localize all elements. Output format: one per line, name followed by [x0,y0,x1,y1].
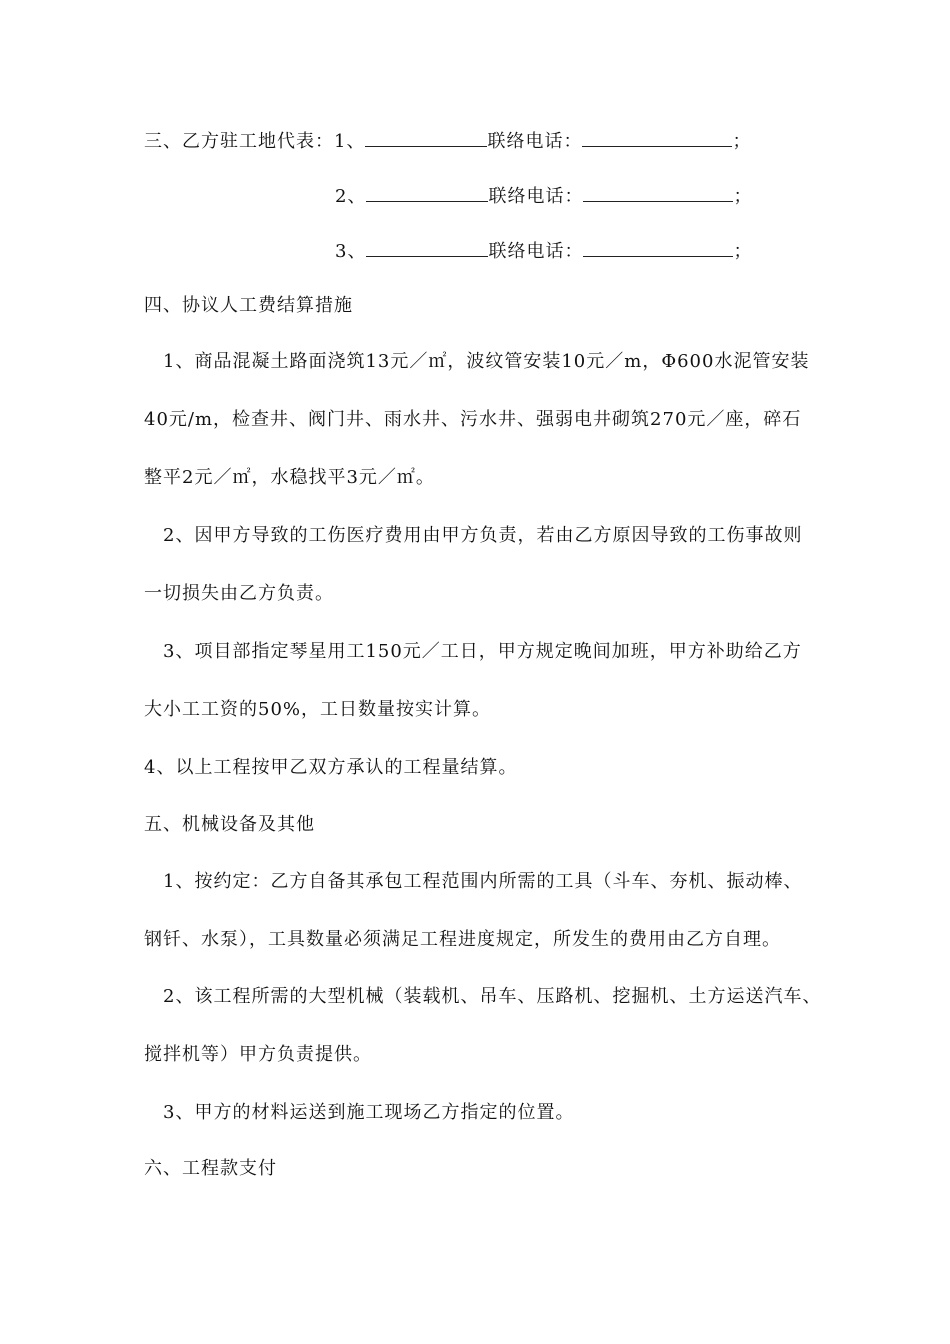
phone-label: 联络电话： [488,241,584,262]
rep-number: 1、 [334,131,366,152]
phone-label: 联络电话： [488,186,584,207]
paragraph-line: 整平2元／㎡，水稳找平3元／㎡。 [144,467,435,488]
paragraph-line: 搅拌机等）甲方负责提供。 [144,1044,372,1065]
phone-blank[interactable] [583,183,733,202]
rep-name-blank[interactable] [366,183,488,202]
phone-label: 联络电话： [487,131,583,152]
rep-row-2 [335,183,752,209]
rep-number: 3、 [335,241,367,262]
rep-name-blank[interactable] [365,128,487,147]
rep-number: 2、 [335,186,367,207]
paragraph-line: 3、甲方的材料运送到施工现场乙方指定的位置。 [163,1102,575,1123]
rep-row-1 [144,128,751,154]
section-6-title: 六、工程款支付 [144,1158,277,1179]
rep-heading: 三、乙方驻工地代表： [144,131,334,152]
section-4-title: 四、协议人工费结算措施 [144,295,353,316]
rep-name-blank[interactable] [366,238,488,257]
paragraph-line: 40元/m，检查井、阀门井、雨水井、污水井、强弱电井砌筑270元／座，碎石 [144,409,802,430]
section-5-title: 五、机械设备及其他 [144,814,315,835]
paragraph-line: 钢钎、水泵），工具数量必须满足工程进度规定，所发生的费用由乙方自理。 [144,929,781,950]
paragraph-line: 4、以上工程按甲乙双方承认的工程量结算。 [144,757,518,778]
paragraph-line: 2、该工程所需的大型机械（装载机、吊车、压路机、挖掘机、土方运送汽车、 [163,986,822,1007]
paragraph-line: 1、按约定：乙方自备其承包工程范围内所需的工具（斗车、夯机、振动棒、 [163,871,803,892]
paragraph-line: 3、项目部指定琴星用工150元／工日，甲方规定晚间加班，甲方补助给乙方 [163,641,802,662]
row-end: ； [733,241,753,262]
row-end: ； [732,131,752,152]
phone-blank[interactable] [583,238,733,257]
paragraph-line: 1、商品混凝土路面浇筑13元／㎡，波纹管安装10元／m，Φ600水泥管安装 [163,351,810,372]
paragraph-line: 一切损失由乙方负责。 [144,583,334,604]
rep-row-3 [335,238,752,264]
row-end: ； [733,186,753,207]
paragraph-line: 2、因甲方导致的工伤医疗费用由甲方负责，若由乙方原因导致的工伤事故则 [163,525,803,546]
phone-blank[interactable] [582,128,732,147]
paragraph-line: 大小工工资的50%，工日数量按实计算。 [144,699,492,720]
